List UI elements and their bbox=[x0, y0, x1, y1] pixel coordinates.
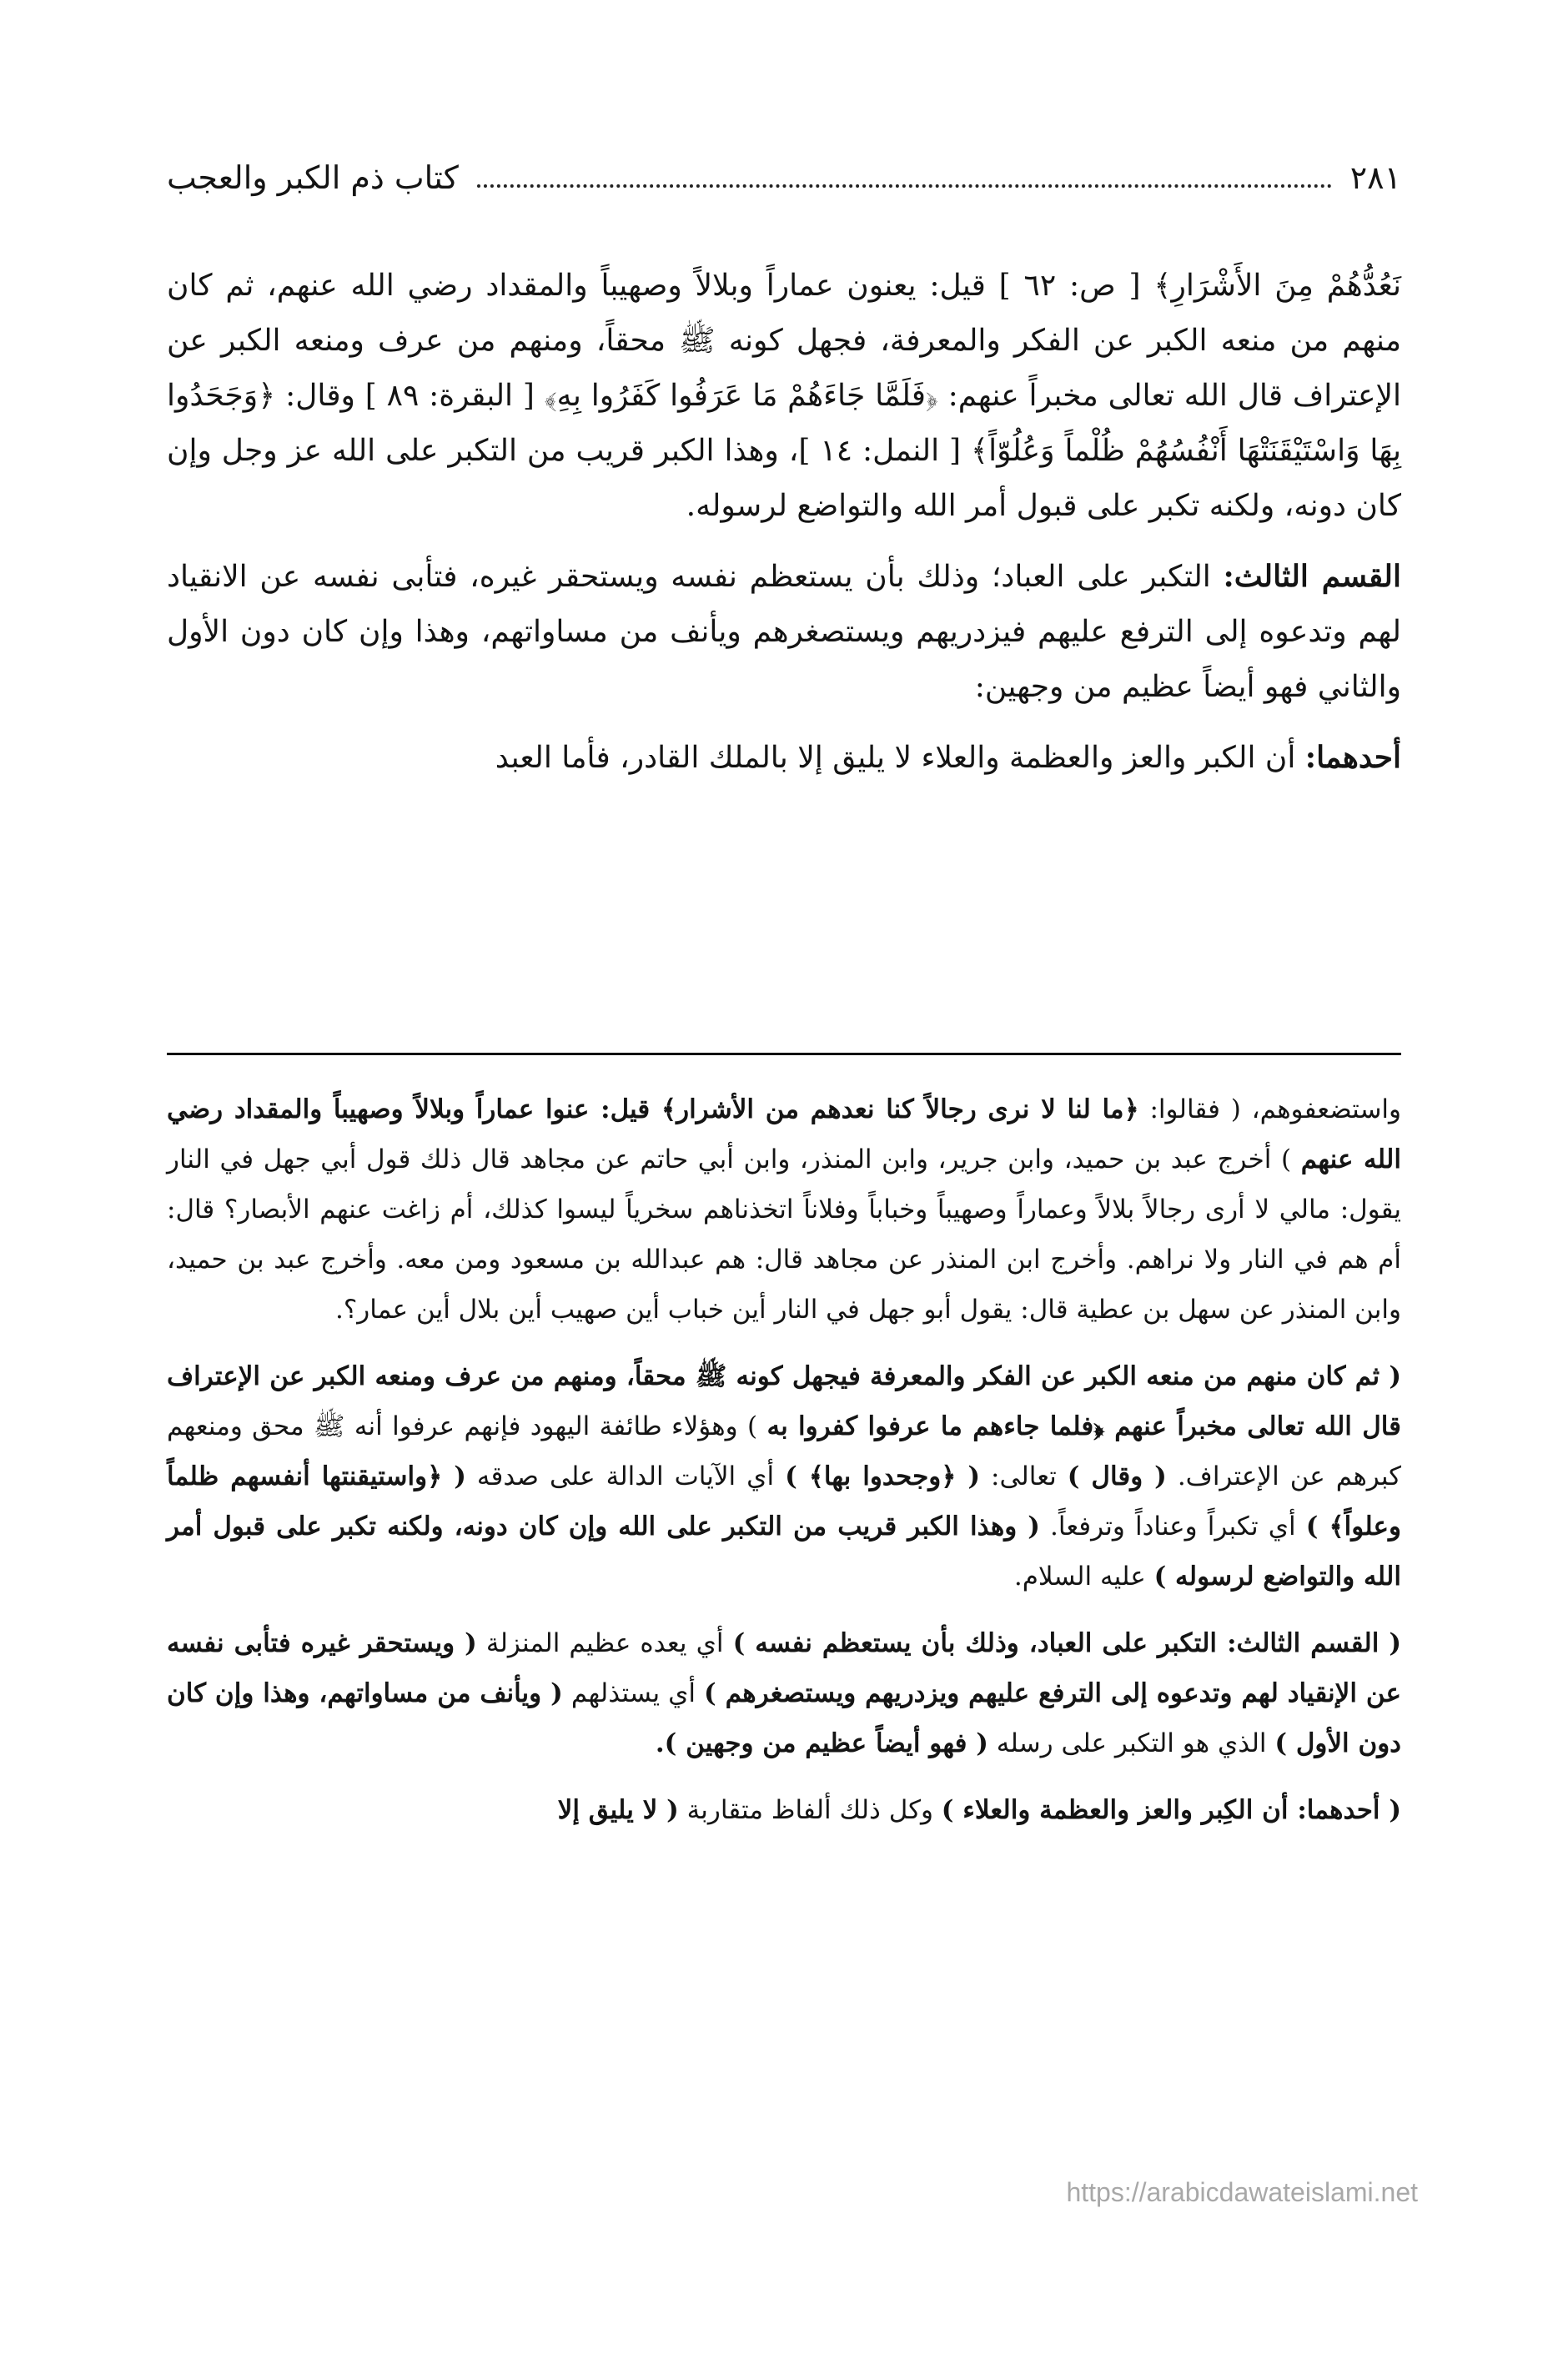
chapter-title: كتاب ذم الكبر والعجب bbox=[167, 159, 459, 196]
main-paragraph-2 bbox=[167, 549, 1401, 715]
commentary-paragraph-4 bbox=[167, 1785, 1401, 1835]
header-dot-leader bbox=[477, 184, 1332, 188]
commentary-text: أي الآيات الدالة على صدقه bbox=[465, 1461, 786, 1491]
section-heading: أحدهما: bbox=[1304, 740, 1401, 775]
quoted-text: ( ويأنف من مساواتهم، وهذا وإن كان دون الأول ) bbox=[167, 1678, 1401, 1758]
main-paragraph-3 bbox=[167, 730, 1401, 786]
commentary-text: أي يعده عظيم المنزلة bbox=[476, 1628, 733, 1658]
commentary-text: أي تكبراً وعناداً وترفعاً. bbox=[1039, 1511, 1306, 1542]
commentary-text: عليه السلام. bbox=[1013, 1562, 1154, 1592]
quoted-text: ( ﴿واستيقنتها أنفسهم ظلماً وعلواً﴾ ) bbox=[167, 1461, 1401, 1542]
footnote-divider bbox=[167, 1053, 1401, 1055]
page-number: ٢٨١ bbox=[1349, 159, 1401, 196]
quoted-text: ( ثم كان منهم من منعه الكبر عن الفكر والمعرفة فيجهل كونه ﷺ محقاً، ومنهم من عرف ومنعه الكبر عن الإعتراف قال الله تعالى مخبراً عنهم ﴿فلما جاءهم ما عرفوا كفروا به bbox=[167, 1361, 1401, 1441]
commentary-text: ) أخرج عبد بن حميد، وابن جرير، وابن المنذر، وابن أبي حاتم عن مجاهد قال ذلك قول أبي جهل في النار يقول: مالي لا أرى رجالاً بلالاً وعماراً وصهيباً وخباباً وفلاناً اتخذناهم سخرياً ليسوا كذلك، أم زاغت عنهم الأبصار؟ قال: أم هم في النار ولا نراهم. وأخرج ابن المنذر عن مجاهد قال: هم عبدالله بن مسعود ومن معه. وأخرج عبد بن حميد، وابن المنذر عن سهل بن عطية قال: يقول أبو جهل في النار أين خباب أين صهيب أين بلال أين عمار؟. bbox=[167, 1144, 1401, 1325]
quoted-text: ( فهو أيضاً عظيم من وجهين ). bbox=[655, 1728, 988, 1758]
commentary-paragraph-2 bbox=[167, 1351, 1401, 1602]
commentary-text: ) وهؤلاء طائفة اليهود فإنهم عرفوا أنه ﷺ محق ومنعهم كبرهم عن الإعتراف. bbox=[167, 1411, 1402, 1491]
commentary-text: تعالى: bbox=[980, 1461, 1068, 1491]
quoted-text: ﴿ما لنا لا نرى رجالاً كنا نعدهم من الأشرار﴾ قيل: عنوا عماراً وبلالاً وصهيباً والمقداد رضي الله عنهم bbox=[167, 1094, 1401, 1174]
quoted-text: ( لا يليق إلا bbox=[557, 1795, 679, 1825]
quoted-text: ( وهذا الكبر قريب من التكبر على الله وإن كان دونه، ولكنه تكبر على قبول أمر الله والتواضع لرسوله ) bbox=[167, 1511, 1401, 1592]
paragraph-body: أن الكبر والعز والعظمة والعلاء لا يليق إلا بالملك القادر، فأما العبد bbox=[495, 741, 1305, 775]
commentary bbox=[167, 1084, 1401, 1852]
commentary-text: واستضعفوهم، ( فقالوا: bbox=[1138, 1094, 1401, 1124]
quoted-text: ( القسم الثالث: التكبر على العباد، وذلك بأن يستعظم نفسه ) bbox=[732, 1628, 1401, 1658]
watermark-url: https://arabicdawateislami.net bbox=[1066, 2177, 1418, 2207]
commentary-paragraph-3 bbox=[167, 1618, 1401, 1768]
main-text bbox=[167, 259, 1401, 801]
commentary-text: وكل ذلك ألفاظ متقاربة bbox=[678, 1795, 942, 1825]
quoted-text: ( وقال ) bbox=[1067, 1461, 1167, 1491]
quoted-text: ( أحدهما: أن الكِبر والعز والعظمة والعلاء ) bbox=[941, 1795, 1401, 1825]
paragraph-body: التكبر على العباد؛ وذلك بأن يستعظم نفسه ويستحقر غيره، فتأبى نفسه عن الانقياد لهم وتدعوه إلى الترفع عليهم فيزدريهم ويستصغرهم ويأنف من مساواتهم، وهذا وإن كان دون الأول والثاني فهو أيضاً عظيم من وجهين: bbox=[167, 560, 1401, 704]
commentary-text: أي يستذلهم bbox=[562, 1678, 705, 1708]
section-heading: القسم الثالث: bbox=[1223, 559, 1401, 594]
running-header bbox=[167, 148, 1401, 207]
main-paragraph-1: نَعُدُّهُمْ مِنَ الأَشْرَارِ﴾ [ ص: ٦٢ ] قيل: يعنون عماراً وبلالاً وصهيباً والمقداد رضي الله عنهم، ثم كان منهم من منعه الكبر عن الفكر والمعرفة، فجهل كونه ﷺ محقاً، ومنهم من عرف ومنعه الكبر عن الإعتراف قال الله تعالى مخبراً عنهم: ﴿فَلَمَّا جَاءَهُمْ مَا عَرَفُوا كَفَرُوا بِهِ﴾ [ البقرة: ٨٩ ] وقال: ﴿وَجَحَدُوا بِهَا وَاسْتَيْقَنَتْهَا أَنْفُسُهُمْ ظُلْماً وَعُلُوّاً﴾ [ النمل: ١٤ ]، وهذا الكبر قريب من التكبر على الله عز وجل وإن كان دونه، ولكنه تكبر على قبول أمر الله والتواضع لرسوله. bbox=[167, 269, 1402, 523]
quoted-text: ( ﴿وجحدوا بها﴾ ) bbox=[785, 1461, 980, 1491]
quoted-text: ( ويستحقر غيره فتأبى نفسه عن الإنقياد لهم وتدعوه إلى الترفع عليهم ويزدريهم ويستصغرهم ) bbox=[167, 1628, 1401, 1708]
commentary-paragraph-1 bbox=[167, 1084, 1401, 1335]
commentary-text: الذي هو التكبر على رسله bbox=[988, 1728, 1275, 1758]
